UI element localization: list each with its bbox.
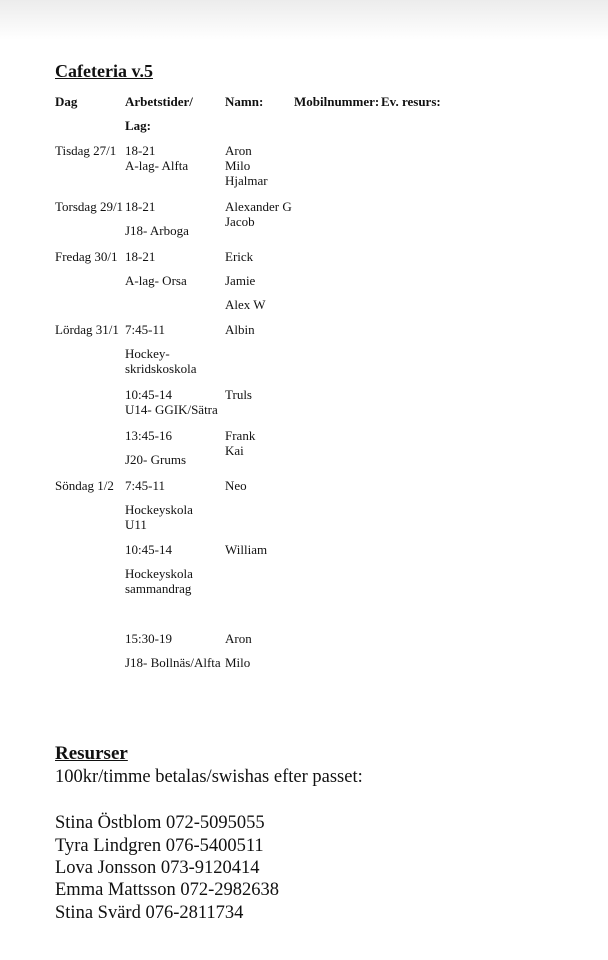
day-label: Söndag 1/2 (55, 478, 114, 493)
top-shadow (0, 0, 608, 40)
worker-name: Alexander G (225, 199, 292, 214)
resources-subtitle: 100kr/timme betalas/swishas efter passet: (55, 767, 363, 787)
shift-team: U11 (125, 517, 147, 532)
shift-time: 10:45-14 (125, 542, 172, 557)
worker-name: Milo (225, 655, 251, 670)
shift-team: A-lag- Orsa (125, 273, 187, 288)
shift-team: A-lag- Alfta (125, 158, 189, 173)
header-names: Namn: (225, 94, 264, 109)
resource-contact: Stina Svärd 076-2811734 (55, 903, 244, 923)
worker-name: Erick (225, 249, 254, 264)
worker-name: Milo (225, 158, 251, 173)
worker-name: Jacob (225, 214, 255, 229)
header-team: Lag: (125, 118, 151, 133)
shift-team: Hockeyskola (125, 502, 193, 517)
shift-time: 18-21 (125, 249, 156, 264)
resource-contact: Emma Mattsson 072-2982638 (55, 880, 280, 900)
header-day: Dag (55, 94, 78, 109)
shift-time: 7:45-11 (125, 322, 165, 337)
worker-name: William (225, 542, 268, 557)
shift-time: 18-21 (125, 143, 156, 158)
shift-team: Hockeyskola (125, 566, 193, 581)
header-mobile: Mobilnummer: (294, 94, 380, 109)
page-title: Cafeteria v.5 (55, 61, 153, 81)
worker-name: Alex W (225, 297, 266, 312)
worker-name: Jamie (225, 273, 256, 288)
worker-name: Neo (225, 478, 247, 493)
day-label: Torsdag 29/1 (55, 199, 124, 214)
header-resource: Ev. resurs: (381, 94, 441, 109)
shift-time: 13:45-16 (125, 428, 172, 443)
worker-name: Albin (225, 322, 255, 337)
shift-team: J18- Arboga (125, 223, 189, 238)
resource-contact: Lova Jonsson 073-9120414 (55, 858, 260, 878)
shift-team: Hockey- (125, 346, 170, 361)
day-label: Lördag 31/1 (55, 322, 119, 337)
resource-contact: Tyra Lindgren 076-5400511 (55, 836, 264, 856)
day-label: Fredag 30/1 (55, 249, 118, 264)
worker-name: Aron (225, 631, 252, 646)
worker-name: Hjalmar (225, 173, 268, 188)
header-hours: Arbetstider/ (125, 94, 193, 109)
shift-team: sammandrag (125, 581, 192, 596)
resources-title: Resurser (55, 743, 128, 764)
worker-name: Aron (225, 143, 252, 158)
shift-time: 18-21 (125, 199, 156, 214)
day-label: Tisdag 27/1 (55, 143, 117, 158)
resource-contact: Stina Östblom 072-5095055 (55, 813, 265, 833)
shift-time: 15:30-19 (125, 631, 172, 646)
worker-name: Frank (225, 428, 256, 443)
shift-team: J18- Bollnäs/Alfta (125, 655, 221, 670)
shift-team: skridskoskola (125, 361, 197, 376)
shift-time: 10:45-14 (125, 387, 172, 402)
shift-team: J20- Grums (125, 452, 187, 467)
shift-team: U14- GGIK/Sätra (125, 402, 218, 417)
worker-name: Kai (225, 443, 244, 458)
shift-time: 7:45-11 (125, 478, 165, 493)
worker-name: Truls (225, 387, 252, 402)
